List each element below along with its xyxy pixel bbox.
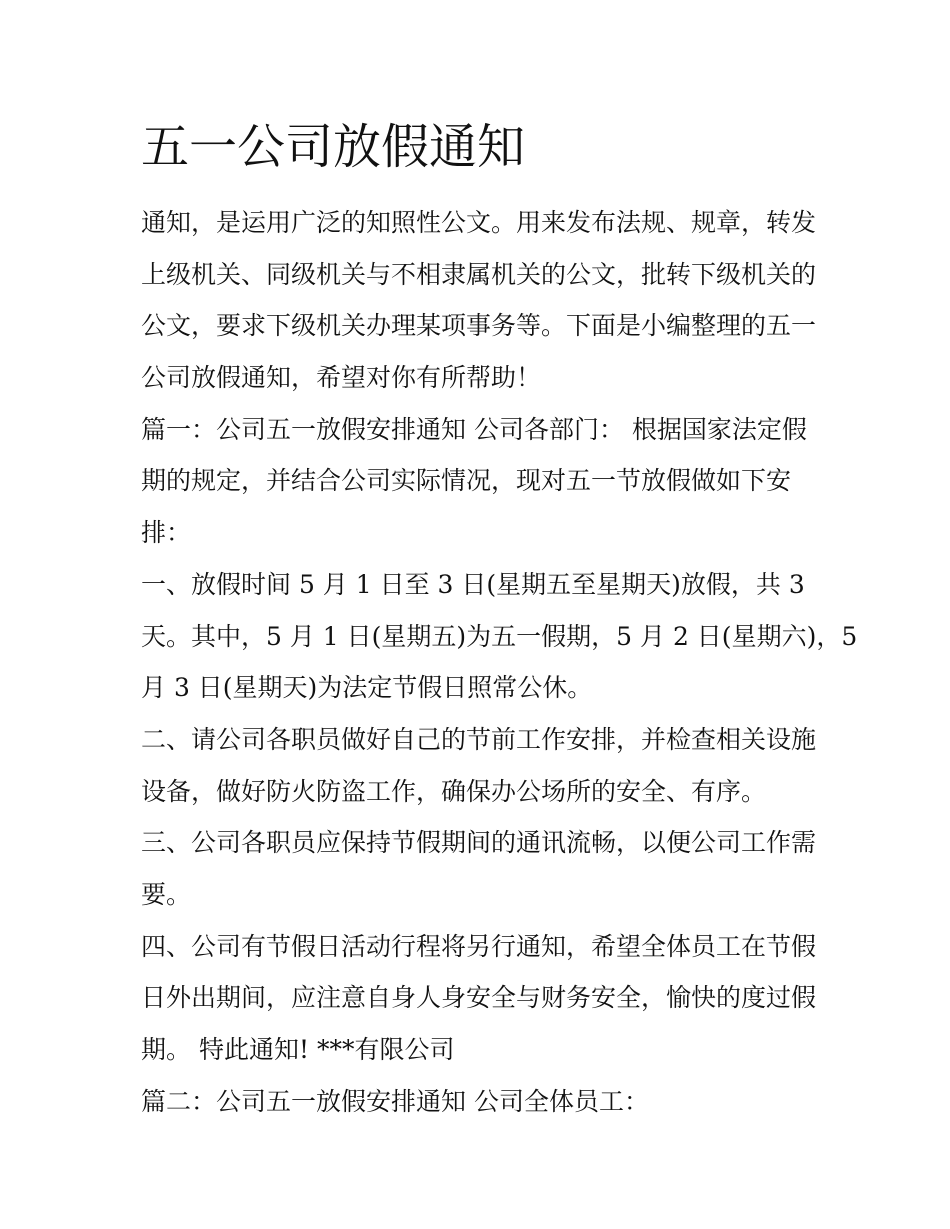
body-line: 月 3 日(星期天)为法定节假日照常公休。 (141, 673, 593, 703)
body-line: 排： (141, 518, 192, 548)
body-line: 期。 特此通知! ***有限公司 (141, 1035, 455, 1064)
body-line: 篇一：公司五一放假安排通知 公司各部门： 根据国家法定假 (141, 414, 807, 444)
body-line: 篇二：公司五一放假安排通知 公司全体员工： (141, 1086, 649, 1116)
body-line: 四、公司有节假日活动行程将另行通知，希望全体员工在节假 (141, 931, 817, 961)
document-body (141, 197, 858, 1127)
body-line: 公司放假通知，希望对你有所帮助！ (141, 363, 542, 393)
body-line: 通知，是运用广泛的知照性公文。用来发布法规、规章，转发 (141, 208, 817, 237)
body-line: 三、公司各职员应保持节假期间的通讯流畅，以便公司工作需 (141, 828, 817, 858)
body-line: 日外出期间，应注意自身人身安全与财务安全，愉快的度过假 (141, 983, 817, 1013)
body-line: 公文，要求下级机关办理某项事务等。下面是小编整理的五一 (141, 311, 817, 341)
body-line: 要。 (141, 879, 192, 909)
body-line: 二、请公司各职员做好自己的节前工作安排，并检查相关设施 (141, 724, 817, 754)
body-line: 一、放假时间 5 月 1 日至 3 日(星期五至星期天)放假，共 3 (141, 569, 805, 599)
body-line: 天。其中，5 月 1 日(星期五)为五一假期，5 月 2 日(星期六)，5 (141, 621, 858, 651)
document-title: 五一公司放假通知 (141, 119, 526, 175)
body-line: 期的规定，并结合公司实际情况，现对五一节放假做如下安 (141, 466, 792, 496)
body-line: 设备，做好防火防盗工作，确保办公场所的安全、有序。 (141, 776, 767, 806)
body-line: 上级机关、同级机关与不相隶属机关的公文，批转下级机关的 (141, 259, 817, 289)
